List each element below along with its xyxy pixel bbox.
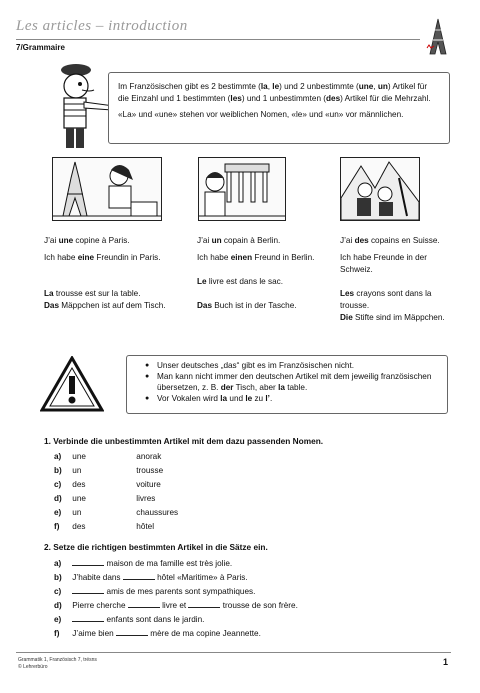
page-title: Les articles – introduction [16,18,188,34]
sentence-fr: J’ai un copain à Berlin. [197,236,281,245]
exercise-1-row: f) des hôtel [54,522,155,531]
section-label: 7/Grammaire [16,43,65,52]
example-de: Das Buch ist in der Tasche. [197,301,297,310]
paris-illustration [52,157,162,221]
exercise-1-list [54,450,254,534]
exercise-2-row: a) maison de ma famille est très jolie. [54,556,434,570]
example-fr: Les crayons sont dans la trousse. [340,289,432,310]
answer-blank[interactable] [123,570,155,580]
note-item: ● Vor Vokalen wird la und le zu l’. [145,393,441,404]
example-column-3 [340,235,455,324]
footer-divider [16,652,451,653]
example-de: Das Mäppchen ist auf dem Tisch. [44,301,166,310]
exercise-1-row: b) un trousse [54,466,164,475]
exercise-1-row: c) des voiture [54,480,161,489]
answer-blank[interactable] [72,556,104,566]
berlin-illustration [198,157,286,221]
exercise-1-title: 1. Verbinde die unbestimmten Artikel mit dem dazu passenden Nomen. [44,436,324,446]
note-item: ● Unser deutsches „das“ gibt es im Französischen nicht. [145,360,441,371]
example-column-1 [44,235,174,312]
intro-text [118,81,440,126]
sentence-de: Ich habe einen Freund in Berlin. [197,253,315,262]
sentence-de: Ich habe eine Freundin in Paris. [44,253,161,262]
exercise-1-row: d) une livres [54,494,156,503]
exercise-2-title: 2. Setze die richtigen bestimmten Artikel in die Sätze ein. [44,542,268,552]
exercise-1-row: e) un chaussures [54,508,179,517]
answer-blank[interactable] [188,598,220,608]
answer-blank[interactable] [72,584,104,594]
example-de: Die Stifte sind im Mäppchen. [340,313,445,322]
exercise-2-row: c) amis de mes parents sont sympathiques. [54,584,434,598]
example-fr: Le livre est dans le sac. [197,277,284,286]
notes-list [145,360,441,404]
answer-blank[interactable] [116,626,148,636]
warning-icon [40,356,104,412]
exercise-2-list [54,556,434,640]
intro-paragraph-1: Im Französischen gibt es 2 bestimmte (la, le) und 2 unbestimmte (une, un) Artikel für die Einzahl und 1 bestimmten (les) und 1 unbestimmten (des) Artikel für die Mehrzahl. [118,82,431,103]
example-column-2 [197,235,317,312]
intro-paragraph-2: «La» und «une» stehen vor weiblichen Nomen, «le» und «un» vor männlichen. [118,110,404,119]
note-item: ● Man kann nicht immer den deutschen Artikel mit dem jeweilig französischen übersetzen, z. B. der Tisch, aber la table. [145,371,441,393]
exercise-2-row: e) enfants sont dans le jardin. [54,612,434,626]
sentence-fr: J’ai une copine à Paris. [44,236,130,245]
sentence-de: Ich habe Freunde in der Schweiz. [340,253,427,274]
exercise-2-row: d) Pierre cherche livre et trousse de son frère. [54,598,434,612]
footer-text: Grammatik 1, Französisch 7, trésns © Lehrerbüro [18,657,97,670]
exercise-2-row: f) J’aime bien mère de ma copine Jeannette. [54,626,434,640]
exercise-2-row: b) J’habite dans hôtel «Maritime» à Paris. [54,570,434,584]
header-divider [16,39,420,40]
eiffel-tower-icon [424,18,452,56]
example-fr: La trousse est sur la table. [44,289,141,298]
answer-blank[interactable] [128,598,160,608]
sentence-fr: J’ai des copains en Suisse. [340,236,440,245]
answer-blank[interactable] [72,612,104,622]
exercise-1-row: a) une anorak [54,452,162,461]
page-number: 1 [443,657,449,667]
switzerland-illustration [340,157,420,221]
